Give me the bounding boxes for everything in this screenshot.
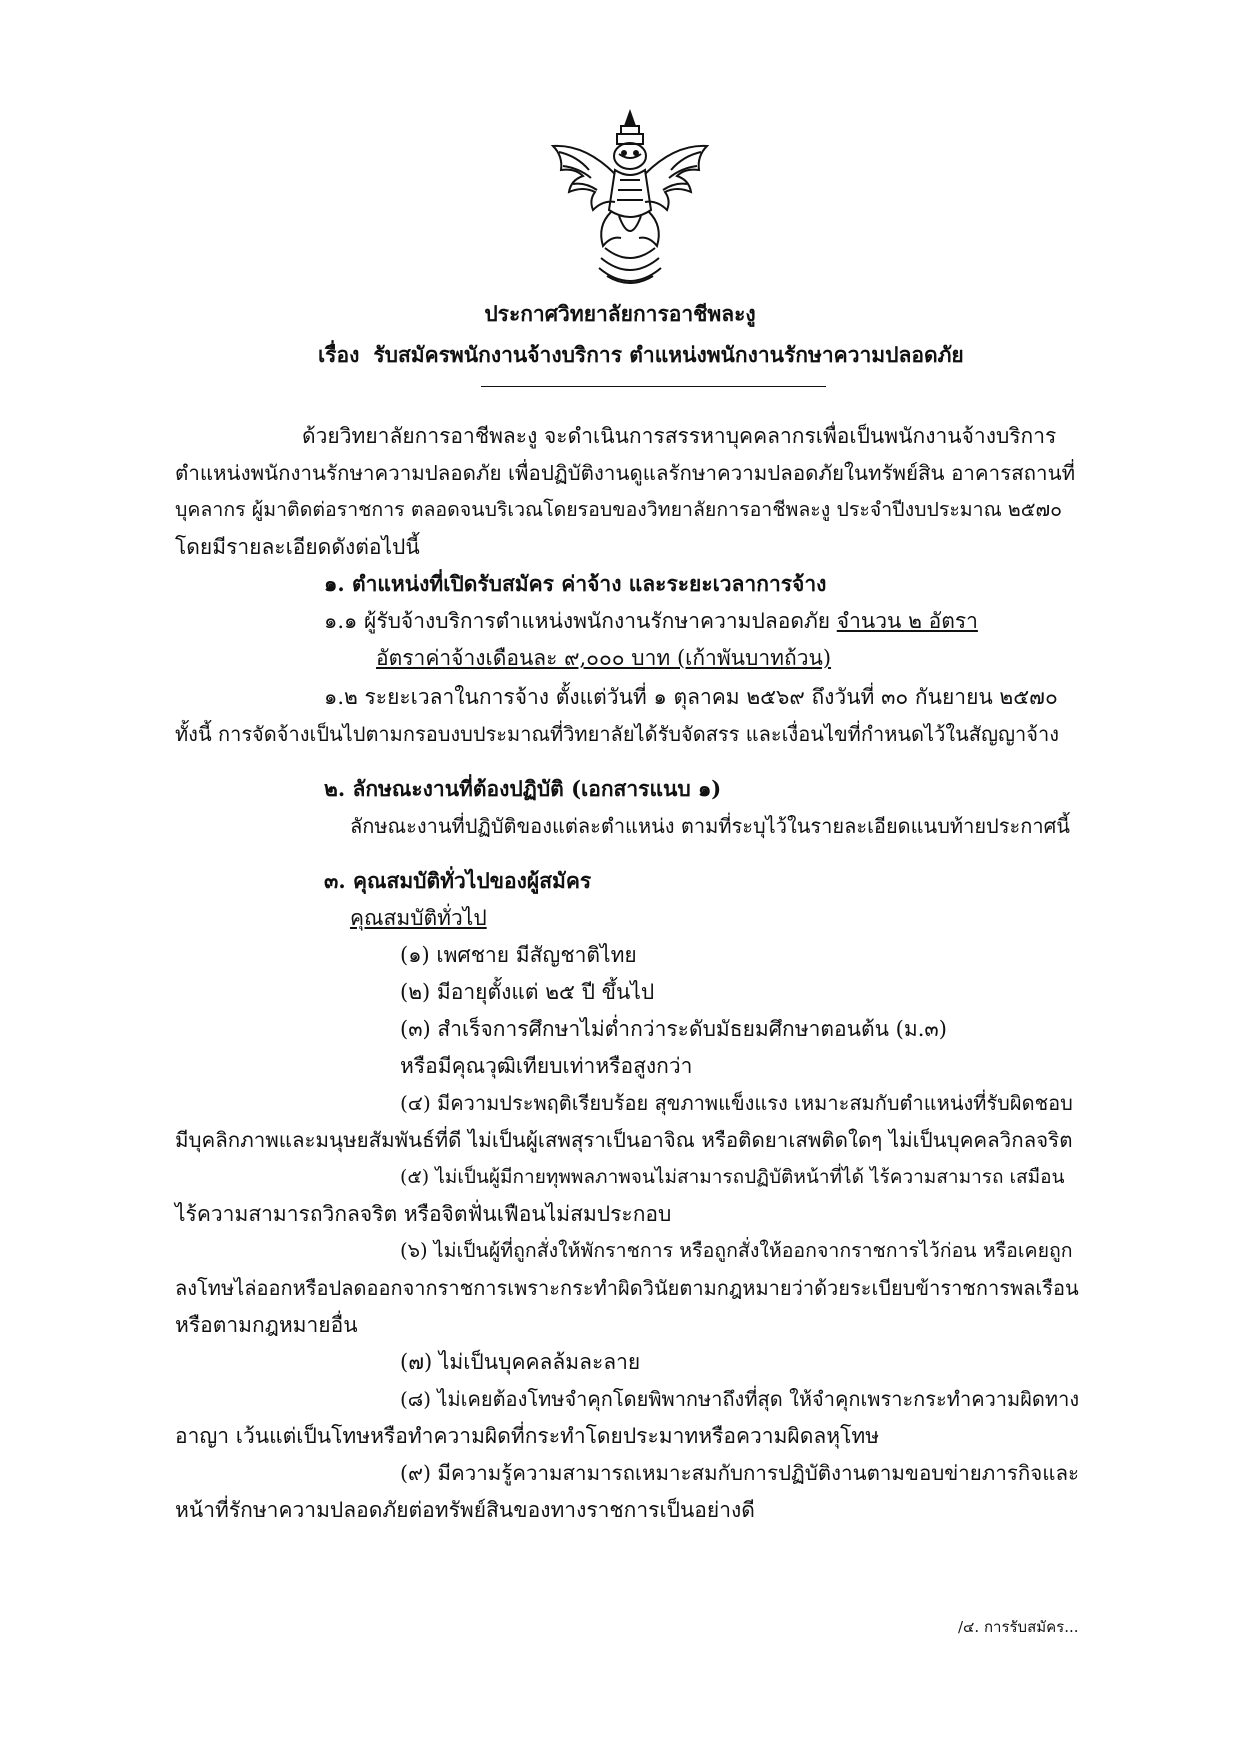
- section1-note: ทั้งนี้ การจัดจ้างเป็นไปตามกรอบงบประมาณที่วิทยาลัยได้รับจัดสรร และเงื่อนไขที่กำหนดไว้ในสัญญาจ้าง: [175, 722, 1060, 746]
- qualification-5: (๕) ไม่เป็นผู้มีกายทุพพลภาพจนไม่สามารถปฏิบัติหน้าที่ได้ ไร้ความสามารถ เสมือน: [400, 1166, 1065, 1188]
- item1-count: จำนวน ๒ อัตรา: [836, 609, 978, 633]
- section1-heading: ๑. ตำแหน่งที่เปิดรับสมัคร ค่าจ้าง และระยะเวลาการจ้าง: [324, 571, 827, 596]
- page-title: ประกาศวิทยาลัยการอาชีพละงู: [484, 301, 756, 326]
- section2-heading: ๒. ลักษณะงานที่ต้องปฏิบัติ (เอกสารแนบ ๑): [324, 776, 722, 801]
- subject-line: [318, 340, 964, 370]
- qualification-9-cont: หน้าที่รักษาความปลอดภัยต่อทรัพย์สินของทางราชการเป็นอย่างดี: [175, 1498, 755, 1522]
- qualification-9: (๙) มีความรู้ความสามารถเหมาะสมกับการปฏิบัติงานตามขอบข่ายภารกิจและ: [400, 1461, 1080, 1485]
- qualification-8: (๘) ไม่เคยต้องโทษจำคุกโดยพิพากษาถึงที่สุด ให้จำคุกเพราะกระทำความผิดทาง: [400, 1387, 1080, 1411]
- qualification-3-cont: หรือมีคุณวุฒิเทียบเท่าหรือสูงกว่า: [400, 1054, 693, 1078]
- section3-heading: ๓. คุณสมบัติทั่วไปของผู้สมัคร: [324, 868, 592, 893]
- qualification-7: (๗) ไม่เป็นบุคคลล้มละลาย: [400, 1350, 641, 1374]
- section2-body: ลักษณะงานที่ปฏิบัติของแต่ละตำแหน่ง ตามที่ระบุไว้ในรายละเอียดแนบท้ายประกาศนี้: [350, 814, 1070, 838]
- qualification-1: (๑) เพศชาย มีสัญชาติไทย: [400, 943, 637, 967]
- page-continuation: /๔. การรับสมัคร...: [958, 1618, 1079, 1636]
- qualification-6-cont2: หรือตามกฎหมายอื่น: [175, 1313, 358, 1337]
- intro-line-3: บุคลากร ผู้มาติดต่อราชการ ตลอดจนบริเวณโดยรอบของวิทยาลัยการอาชีพละงู ประจำปีงบประมาณ ๒๕๗๐: [175, 498, 1063, 521]
- qualification-6-cont: ลงโทษไล่ออกหรือปลดออกจากราชการเพราะกระทำผิดวินัยตามกฎหมายว่าด้วยระเบียบข้าราชการพลเรือน: [175, 1276, 1079, 1300]
- subject-text: รับสมัครพนักงานจ้างบริการ ตำแหน่งพนักงานรักษาความปลอดภัย: [373, 342, 964, 367]
- qualification-4: (๔) มีความประพฤติเรียบร้อย สุขภาพแข็งแรง เหมาะสมกับตำแหน่งที่รับผิดชอบ: [400, 1091, 1073, 1115]
- qualification-6: (๖) ไม่เป็นผู้ที่ถูกสั่งให้พักราชการ หรือถูกสั่งให้ออกจากราชการไว้ก่อน หรือเคยถูก: [400, 1239, 1073, 1262]
- section1-item1: [324, 606, 978, 636]
- title-divider: [481, 386, 826, 387]
- qualification-8-cont: อาญา เว้นแต่เป็นโทษหรือทำความผิดที่กระทำโดยประมาทหรือความผิดลหุโทษ: [175, 1424, 880, 1448]
- item1-text: ๑.๑ ผู้รับจ้างบริการตำแหน่งพนักงานรักษาความปลอดภัย: [324, 609, 831, 633]
- qualification-5-cont: ไร้ความสามารถวิกลจริต หรือจิตฟั่นเฟือนไม่สมประกอบ: [175, 1202, 672, 1226]
- section1-item2: ๑.๒ ระยะเวลาในการจ้าง ตั้งแต่วันที่ ๑ ตุลาคม ๒๕๖๙ ถึงวันที่ ๓๐ กันยายน ๒๕๗๐: [324, 685, 1058, 709]
- qualification-2: (๒) มีอายุตั้งแต่ ๒๕ ปี ขึ้นไป: [400, 980, 655, 1004]
- garuda-emblem-icon: [545, 108, 715, 288]
- section1-item1-wage: อัตราค่าจ้างเดือนละ ๙,๐๐๐ บาท (เก้าพันบาทถ้วน): [376, 646, 832, 670]
- qualification-4-cont: มีบุคลิกภาพและมนุษยสัมพันธ์ที่ดี ไม่เป็นผู้เสพสุราเป็นอาจิณ หรือติดยาเสพติดใดๆ ไม่เป็นบุคคลวิกลจริต: [175, 1128, 1073, 1152]
- intro-line-1: ด้วยวิทยาลัยการอาชีพละงู จะดำเนินการสรรหาบุคคลากรเพื่อเป็นพนักงานจ้างบริการ: [302, 424, 1057, 448]
- intro-line-2: ตำแหน่งพนักงานรักษาความปลอดภัย เพื่อปฏิบัติงานดูแลรักษาความปลอดภัยในทรัพย์สิน อาคารสถานที่: [175, 461, 1076, 485]
- section3-subheading: คุณสมบัติทั่วไป: [350, 906, 487, 930]
- subject-label: เรื่อง: [318, 342, 360, 367]
- intro-line-4: โดยมีรายละเอียดดังต่อไปนี้: [175, 535, 420, 559]
- qualification-3: (๓) สำเร็จการศึกษาไม่ต่ำกว่าระดับมัธยมศึกษาตอนต้น (ม.๓): [400, 1017, 947, 1041]
